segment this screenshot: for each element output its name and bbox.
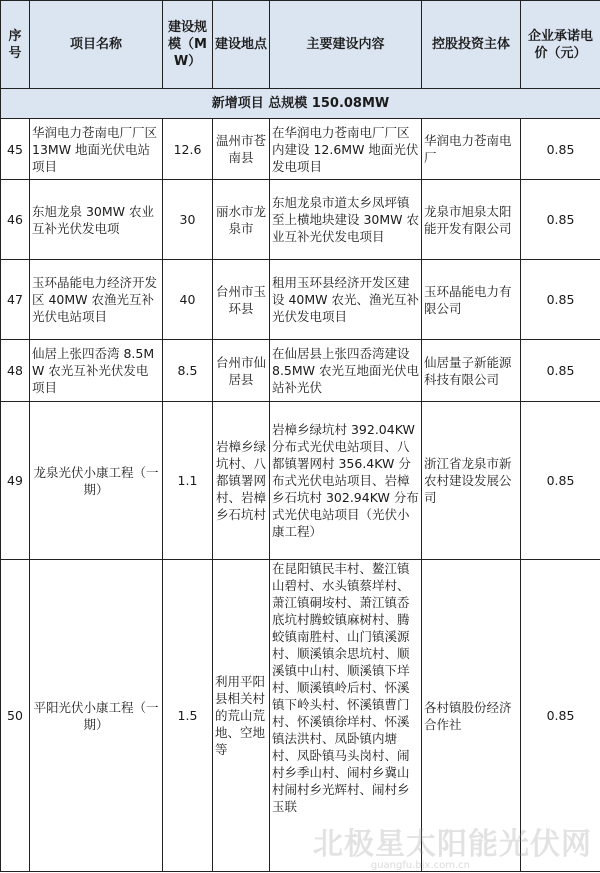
cell-scale: 1.5 [163,560,213,872]
cell-location: 丽水市龙泉市 [213,180,270,260]
cell-seq: 50 [1,560,30,872]
cell-investor: 浙江省龙泉市新农村建设发展公司 [422,402,521,560]
section-row [1,89,600,119]
cell-scale: 40 [163,260,213,340]
cell-location: 台州市仙居县 [213,340,270,402]
header-price: 企业承诺电价（元） [521,1,600,89]
table-row [1,260,600,340]
cell-name: 玉环晶能电力经济开发区 40MW 农渔光互补光伏电站项目 [30,260,163,340]
cell-scale: 1.1 [163,402,213,560]
cell-scale: 30 [163,180,213,260]
cell-scale: 12.6 [163,119,213,180]
cell-price: 0.85 [521,119,600,180]
section-title: 新增项目 总规模 150.08MW [1,89,600,119]
cell-price: 0.85 [521,402,600,560]
watermark-url: guangfu.bjx.com.cn [370,860,470,871]
cell-price: 0.85 [521,560,600,872]
cell-location: 台州市玉环县 [213,260,270,340]
cell-seq: 48 [1,340,30,402]
cell-content: 租用玉环县经济开发区建设 40MW 农光、渔光互补光伏发电项目 [270,260,422,340]
cell-content: 在仙居县上张四岙湾建设 8.5MW 农光互地面光伏电站补光伏 [270,340,422,402]
cell-investor: 华润电力苍南电厂 [422,119,521,180]
cell-price: 0.85 [521,260,600,340]
table-row [1,340,600,402]
cell-price: 0.85 [521,180,600,260]
header-scale: 建设规模（MW） [163,1,213,89]
cell-investor: 各村镇股份经济合作社 [422,560,521,872]
cell-seq: 46 [1,180,30,260]
cell-investor: 仙居量子新能源科技有限公司 [422,340,521,402]
cell-location: 岩樟乡绿坑村、八都镇署网村、岩樟乡石坑村 [213,402,270,560]
watermark-logo: 北极星太阳能光伏网 [313,827,592,862]
cell-location: 利用平阳县相关村的荒山荒地、空地等 [213,560,270,872]
cell-content: 在华润电力苍南电厂厂区内建设 12.6MW 地面光伏发电项目 [270,119,422,180]
cell-investor: 龙泉市旭泉太阳能开发有限公司 [422,180,521,260]
cell-seq: 45 [1,119,30,180]
cell-name: 仙居上张四岙湾 8.5MW 农光互补光伏发电项目 [30,340,163,402]
header-seq: 序号 [1,1,30,89]
header-content: 主要建设内容 [270,1,422,89]
header-location: 建设地点 [213,1,270,89]
cell-seq: 49 [1,402,30,560]
table-row [1,119,600,180]
cell-name: 东旭龙泉 30MW 农业互补光伏发电项 [30,180,163,260]
table-row [1,180,600,260]
cell-name: 平阳光伏小康工程（一期） [30,560,163,872]
cell-seq: 47 [1,260,30,340]
cell-location: 温州市苍南县 [213,119,270,180]
table-row [1,402,600,560]
header-investor: 控股投资主体 [422,1,521,89]
cell-name: 华润电力苍南电厂厂区 13MW 地面光伏电站项目 [30,119,163,180]
cell-content: 在昆阳镇民丰村、鳌江镇山碧村、水头镇蔡垟村、萧江镇硐垵村、萧江镇岙底坑村腾蛟镇麻树村、腾蛟镇南胜村、山门镇溪源村、顺溪镇余思坑村、顺溪镇中山村、顺溪镇下垟村、顺溪镇岭后村、怀溪镇下岭头村、怀溪镇曹门村、怀溪镇徐垟村、怀溪镇法洪村、凤卧镇内塘村、凤卧镇马头岗村、闹村乡季山村、闹村乡冀山村闹村乡光辉村、闹村乡玉联 [270,560,422,872]
cell-content: 东旭龙泉市道太乡凤坪镇至上横地块建设 30MW 农业互补光伏发电项目 [270,180,422,260]
cell-content: 岩樟乡绿坑村 392.04KW 分布式光伏电站项目、八都镇署网村 356.4KW 分布式光伏电站项目、岩樟乡石坑村 302.94KW 分布式光伏电站项目（光伏小康工程） [270,402,422,560]
header-row [1,1,600,89]
header-name: 项目名称 [30,1,163,89]
cell-price: 0.85 [521,340,600,402]
cell-name: 龙泉光伏小康工程（一期） [30,402,163,560]
cell-investor: 玉环晶能电力有限公司 [422,260,521,340]
table-row [1,560,600,872]
cell-scale: 8.5 [163,340,213,402]
